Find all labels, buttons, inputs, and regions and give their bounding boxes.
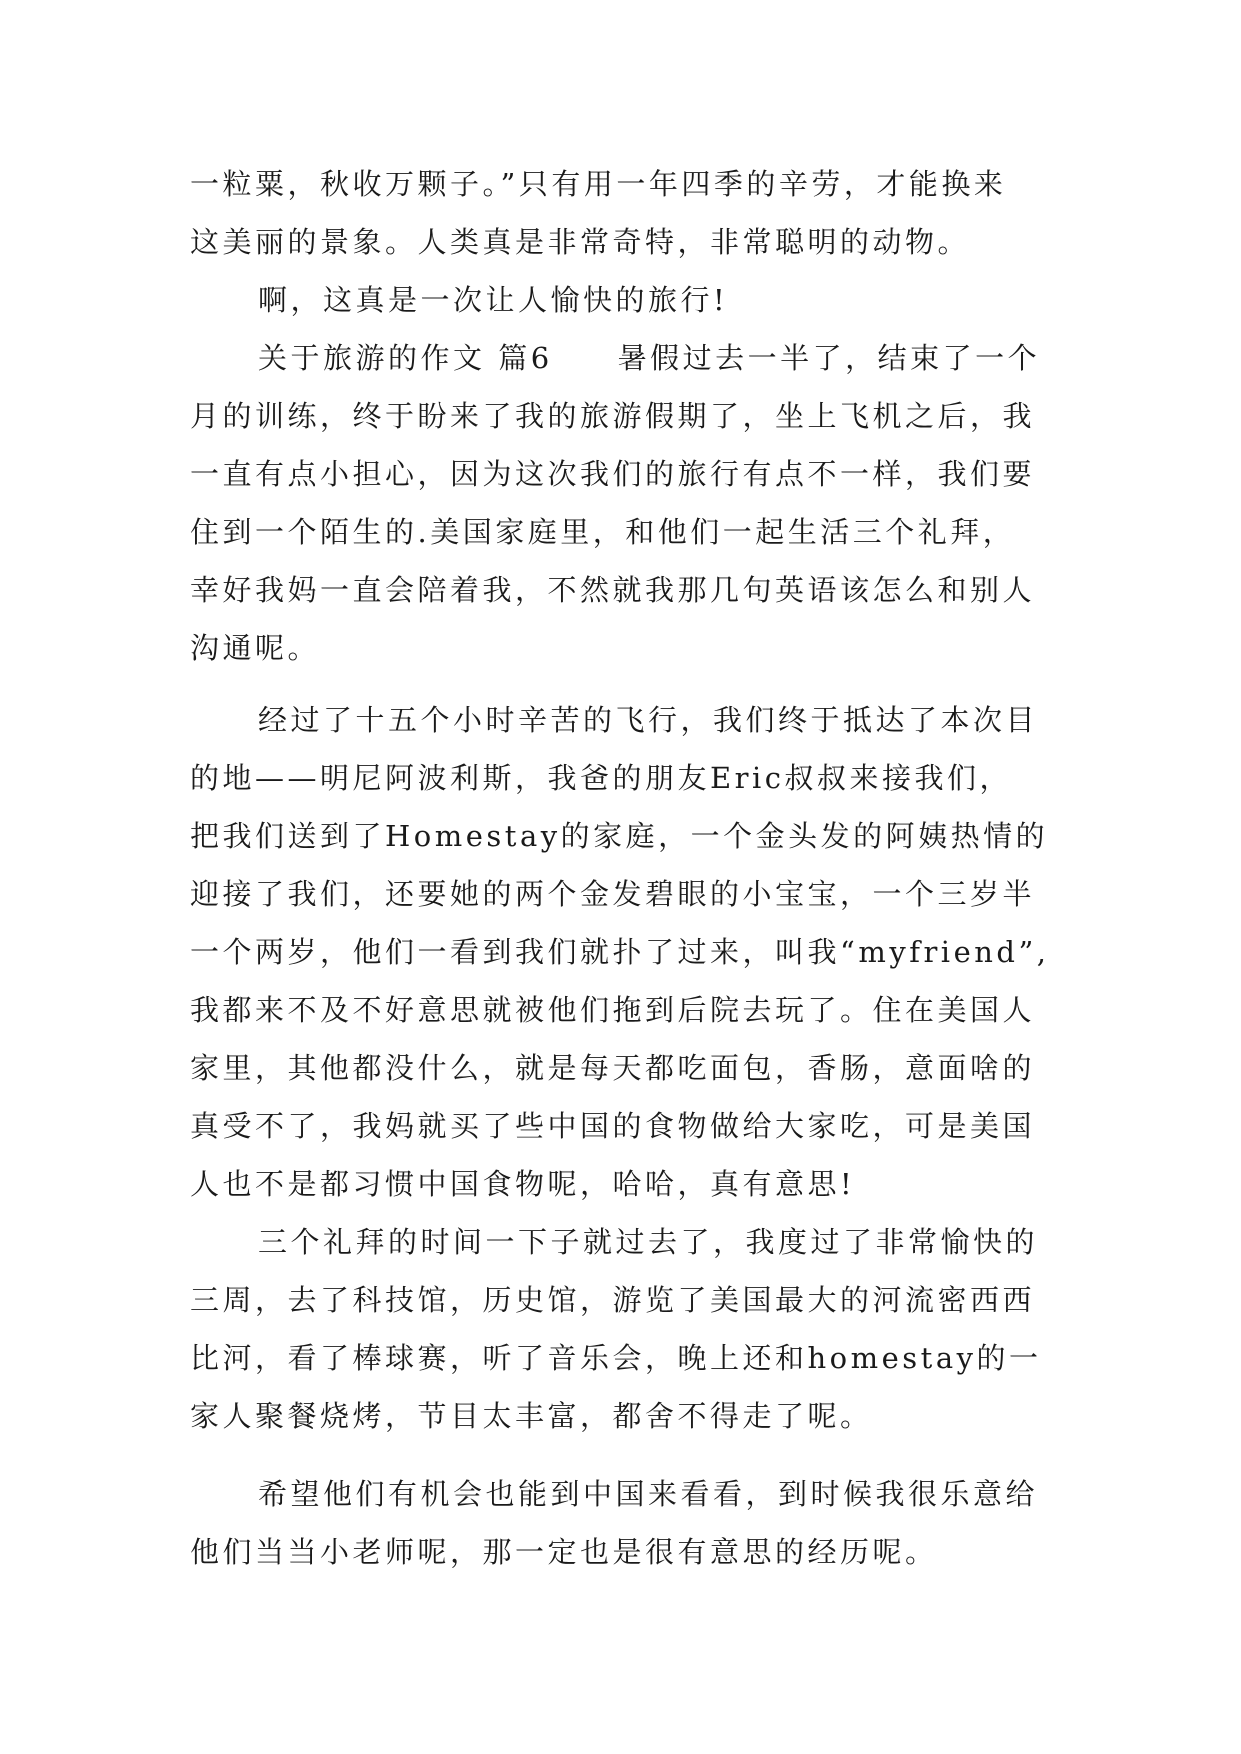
text-line: 迎接了我们，还要她的两个金发碧眼的小宝宝，一个三岁半 — [190, 877, 1036, 911]
text-line: 我都来不及不好意思就被他们拖到后院去玩了。住在美国人 — [190, 993, 1036, 1027]
text-line: 沟通呢。 — [190, 631, 321, 665]
article-body — [190, 155, 1050, 1581]
text-line: 啊，这真是一次让人愉快的旅行! — [258, 283, 729, 317]
text-line: 一个两岁，他们一看到我们就扑了过来，叫我“myfriend”, — [190, 935, 1050, 969]
section-heading-line: 关于旅游的作文 篇6 暑假过去一半了，结束了一个 — [258, 341, 1041, 375]
text-line: 把我们送到了Homestay的家庭，一个金头发的阿姨热情的 — [190, 819, 1049, 853]
text-line: 家里，其他都没什么，就是每天都吃面包，香肠，意面啥的 — [190, 1051, 1036, 1085]
text-line: 一直有点小担心，因为这次我们的旅行有点不一样，我们要 — [190, 457, 1036, 491]
text-line: 月的训练，终于盼来了我的旅游假期了，坐上飞机之后，我 — [190, 399, 1036, 433]
text-line: 住到一个陌生的.美国家庭里，和他们一起生活三个礼拜， — [190, 515, 1016, 549]
text-line: 比河，看了棒球赛，听了音乐会，晚上还和homestay的一 — [190, 1341, 1042, 1375]
text-line: 经过了十五个小时辛苦的飞行，我们终于抵达了本次目 — [258, 703, 1039, 737]
text-line: 的地——明尼阿波利斯，我爸的朋友Eric叔叔来接我们， — [190, 761, 1013, 795]
text-line: 希望他们有机会也能到中国来看看，到时候我很乐意给 — [258, 1477, 1039, 1511]
text-line: 三个礼拜的时间一下子就过去了，我度过了非常愉快的 — [258, 1225, 1039, 1259]
text-line: 他们当当小老师呢，那一定也是很有意思的经历呢。 — [190, 1535, 938, 1569]
text-line: 人也不是都习惯中国食物呢，哈哈，真有意思! — [190, 1167, 856, 1201]
text-line: 真受不了，我妈就买了些中国的食物做给大家吃，可是美国 — [190, 1109, 1036, 1143]
text-line: 这美丽的景象。人类真是非常奇特，非常聪明的动物。 — [190, 225, 971, 259]
text-line: 家人聚餐烧烤，节目太丰富，都舍不得走了呢。 — [190, 1399, 873, 1433]
text-line: 幸好我妈一直会陪着我，不然就我那几句英语该怎么和别人 — [190, 573, 1036, 607]
text-line: 三周，去了科技馆，历史馆，游览了美国最大的河流密西西 — [190, 1283, 1036, 1317]
text-line: 一粒粟，秋收万颗子。”只有用一年四季的辛劳，才能换来 — [190, 167, 1007, 201]
